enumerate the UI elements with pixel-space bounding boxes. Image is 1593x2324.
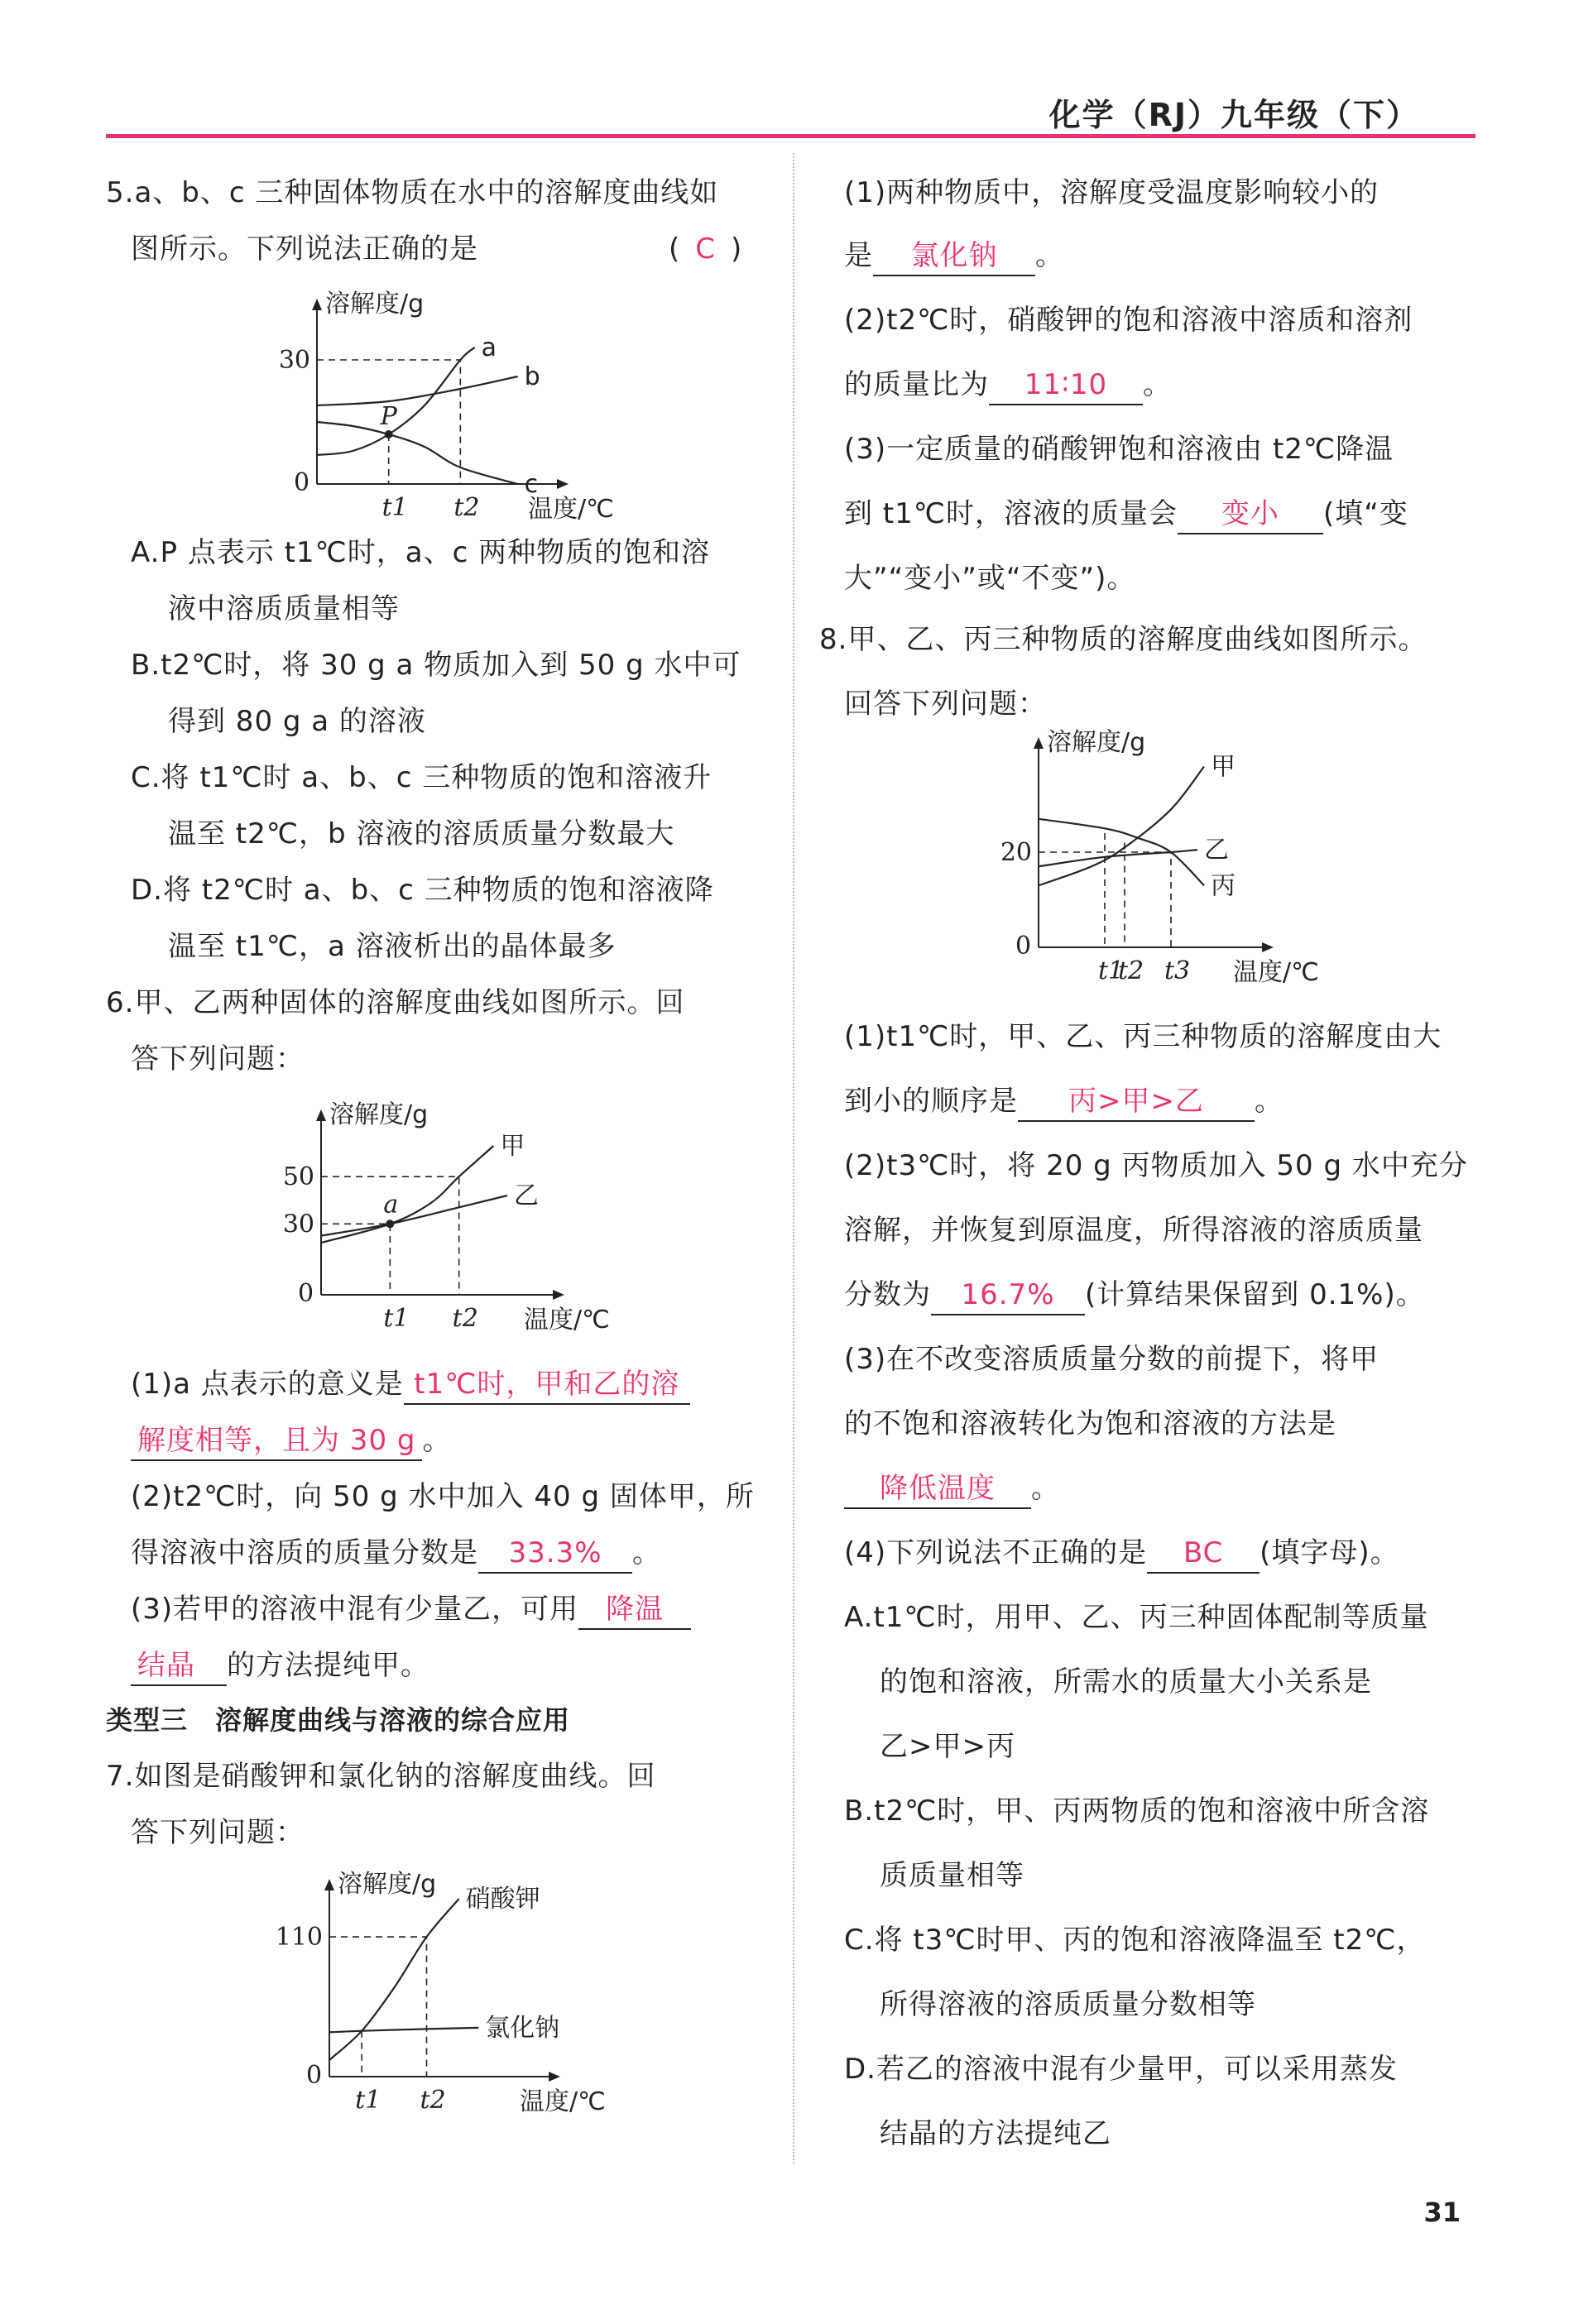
q8-sub4-prefix: (4)下列说法不正确的是 bbox=[844, 1536, 1148, 1569]
chart3-x-axis-label: 温度/℃ bbox=[1233, 958, 1319, 987]
q8-sub2-answer: 16.7% bbox=[931, 1276, 1085, 1315]
q8-option-b-line1: B.t2℃时，甲、丙两物质的饱和溶液中所含溶 bbox=[844, 1795, 1430, 1828]
chart3-x-tick-label-1: t2 bbox=[1118, 956, 1144, 985]
chart1-x-axis-arrow bbox=[553, 1290, 564, 1300]
chart0-series-2-label: c bbox=[524, 470, 539, 499]
q8-sub3-answer: 降低温度 bbox=[844, 1469, 1031, 1509]
chart0-x-tick-label-1: t2 bbox=[453, 493, 480, 522]
q8-sub1-prefix: 到小的顺序是 bbox=[844, 1085, 1018, 1118]
q7-sub3-suffix: (填“变 bbox=[1322, 497, 1408, 530]
q6-sub3-answer-part2: 结晶 bbox=[131, 1646, 227, 1686]
column-divider bbox=[793, 153, 795, 2163]
q6-sub1-suffix: 。 bbox=[422, 1424, 452, 1457]
q6-stem-line2: 答下列问题： bbox=[131, 1042, 305, 1076]
q5-answer-bracket: ( C ) bbox=[669, 232, 743, 266]
chart1-series-0-curve bbox=[321, 1146, 493, 1243]
q5-option-b-line1: B.t2℃时，将 30 g a 物质加入到 50 g 水中可 bbox=[131, 649, 741, 682]
q6-sub3-answer-part1: 降温 bbox=[578, 1590, 691, 1630]
chart2-y-axis-arrow bbox=[324, 1879, 334, 1890]
q5-stem-line1: 5.a、b、c 三种固体物质在水中的溶解度曲线如 bbox=[106, 176, 719, 209]
q7-sub1-prefix: 是 bbox=[844, 239, 873, 272]
q6-sub1-answer-part1: t1℃时，甲和乙的溶 bbox=[404, 1365, 690, 1405]
q6-sub2-answer: 33.3% bbox=[478, 1534, 632, 1574]
q8-sub2-line3 bbox=[844, 1276, 1425, 1315]
q8-option-b-line2: 质质量相等 bbox=[880, 1859, 1024, 1892]
q7-stem-line1: 7.如图是硝酸钾和氯化钠的溶解度曲线。回 bbox=[106, 1760, 656, 1793]
q7-sub1-suffix: 。 bbox=[1035, 239, 1064, 272]
q5-option-d-line2: 温至 t1℃，a 溶液析出的晶体最多 bbox=[168, 930, 617, 963]
q5-option-d-line1: D.将 t2℃时 a、b、c 三种物质的饱和溶液降 bbox=[131, 874, 714, 907]
q7-chart bbox=[275, 1870, 706, 2135]
section-heading-type3: 类型三 溶解度曲线与溶液的综合应用 bbox=[106, 1704, 571, 1736]
chart0-intersection-point bbox=[385, 430, 393, 438]
q8-sub4-answer: BC bbox=[1147, 1534, 1260, 1574]
q8-sub2-line1: (2)t3℃时，将 20 g 丙物质加入 50 g 水中充分 bbox=[844, 1149, 1468, 1182]
q8-sub2-line2: 溶解，并恢复到原温度，所得溶液的溶质质量 bbox=[844, 1214, 1423, 1247]
q5-answer: C bbox=[695, 232, 717, 266]
chart0-origin-label: 0 bbox=[294, 468, 310, 497]
q7-sub2-line2 bbox=[844, 366, 1172, 405]
q8-stem-line1: 8.甲、乙、丙三种物质的溶解度曲线如图所示。 bbox=[819, 623, 1427, 656]
chart1-series-1-label: 乙 bbox=[514, 1181, 539, 1210]
header-rule bbox=[106, 134, 1475, 138]
q5-option-a-line1: A.P 点表示 t1℃时，a、c 两种物质的饱和溶 bbox=[131, 536, 711, 569]
chart2-x-axis-label: 温度/℃ bbox=[520, 2087, 606, 2116]
chart1-y-axis-arrow bbox=[316, 1109, 326, 1121]
chart1-y-tick-label-0: 30 bbox=[282, 1210, 314, 1239]
chart1-x-tick-label-0: t1 bbox=[383, 1304, 410, 1333]
page-header-title: 化学（RJ）九年级（下） bbox=[1048, 97, 1419, 133]
chart2-x-tick-label-1: t2 bbox=[420, 2086, 446, 2115]
chart3-x-tick-label-2: t3 bbox=[1164, 956, 1191, 985]
q7-sub2-suffix: 。 bbox=[1143, 368, 1172, 401]
q8-stem-line2: 回答下列问题： bbox=[844, 688, 1047, 721]
q6-sub2-prefix: 得溶液中溶质的质量分数是 bbox=[131, 1536, 478, 1569]
chart3-guide-20 bbox=[1039, 852, 1171, 947]
chart2-series-1-curve bbox=[329, 2028, 478, 2032]
chart0-y-tick-label-0: 30 bbox=[278, 346, 310, 375]
chart1-origin-label: 0 bbox=[298, 1279, 314, 1308]
q7-sub2-answer: 11∶10 bbox=[989, 366, 1143, 405]
chart0-series-1-curve bbox=[317, 376, 518, 405]
q5-chart bbox=[271, 281, 702, 546]
chart3-x-tick-label-0: t1 bbox=[1098, 956, 1125, 985]
chart2-origin-label: 0 bbox=[306, 2061, 323, 2090]
q8-sub3-suffix: 。 bbox=[1031, 1472, 1060, 1505]
chart0-y-axis-label: 溶解度/g bbox=[325, 290, 425, 319]
chart2-x-tick-label-0: t1 bbox=[355, 2086, 381, 2115]
q7-sub3-line2 bbox=[844, 495, 1408, 534]
q8-chart bbox=[1000, 728, 1423, 1009]
chart1-series-1-curve bbox=[321, 1196, 507, 1236]
chart3-origin-label: 0 bbox=[1015, 932, 1032, 961]
q5-stem-line2: 图所示。下列说法正确的是 bbox=[131, 232, 478, 266]
q8-sub1-answer: 丙>甲>乙 bbox=[1018, 1082, 1255, 1122]
q6-stem-line1: 6.甲、乙两种固体的溶解度曲线如图所示。回 bbox=[106, 986, 685, 1019]
chart1-x-axis-label: 温度/℃ bbox=[524, 1306, 610, 1335]
q8-sub4-suffix: (填字母)。 bbox=[1260, 1536, 1399, 1569]
q6-sub3-line2 bbox=[131, 1646, 429, 1686]
chart0-x-tick-label-0: t1 bbox=[381, 493, 408, 522]
chart2-x-axis-arrow bbox=[549, 2072, 560, 2082]
q8-sub3-line1: (3)在不改变溶质质量分数的前提下，将甲 bbox=[844, 1343, 1379, 1376]
q6-sub1-line2 bbox=[131, 1421, 451, 1461]
q6-sub3-line1 bbox=[131, 1590, 691, 1630]
q8-option-c-line1: C.将 t3℃时甲、丙的饱和溶液降温至 t2℃， bbox=[844, 1924, 1426, 1957]
chart0-series-1-label: b bbox=[524, 362, 540, 391]
chart3-series-1-label: 乙 bbox=[1204, 836, 1229, 865]
q8-sub3-line3 bbox=[844, 1469, 1060, 1509]
chart3-y-axis-arrow bbox=[1034, 737, 1044, 749]
q6-chart bbox=[284, 1092, 698, 1340]
q6-sub3-suffix: 的方法提纯甲。 bbox=[227, 1649, 429, 1682]
chart3-y-tick-label-0: 20 bbox=[1000, 838, 1032, 867]
chart0-y-axis-arrow bbox=[312, 299, 322, 310]
chart1-x-tick-label-1: t2 bbox=[452, 1304, 478, 1333]
chart2-y-axis-label: 溶解度/g bbox=[338, 1870, 437, 1899]
q8-sub1-line1: (1)t1℃时，甲、乙、丙三种物质的溶解度由大 bbox=[844, 1020, 1442, 1053]
q6-sub2-line2 bbox=[131, 1534, 661, 1574]
q8-sub1-suffix: 。 bbox=[1255, 1085, 1284, 1118]
chart1-y-tick-label-1: 50 bbox=[282, 1162, 314, 1192]
chart1-intersection-point bbox=[386, 1220, 394, 1228]
q7-stem-line2: 答下列问题： bbox=[131, 1816, 305, 1849]
q8-option-c-line2: 所得溶液的溶质质量分数相等 bbox=[880, 1988, 1256, 2021]
q8-option-a-line2: 的饱和溶液，所需水的质量大小关系是 bbox=[880, 1665, 1372, 1699]
q8-option-d-line2: 结晶的方法提纯乙 bbox=[880, 2117, 1111, 2150]
q8-option-a-line3: 乙>甲>丙 bbox=[880, 1730, 1015, 1763]
q6-sub1-prefix: (1)a 点表示的意义是 bbox=[131, 1368, 404, 1401]
q8-sub1-line2 bbox=[844, 1082, 1284, 1122]
q6-sub2-line1: (2)t2℃时，向 50 g 水中加入 40 g 固体甲，所 bbox=[131, 1480, 755, 1513]
chart3-series-0-label: 甲 bbox=[1211, 752, 1236, 782]
q7-sub3-line3: 大”“变小”或“不变”)。 bbox=[844, 562, 1136, 595]
chart0-x-axis-arrow bbox=[557, 479, 569, 489]
q7-sub1-line1: (1)两种物质中，溶解度受温度影响较小的 bbox=[844, 176, 1379, 209]
q7-sub2-prefix: 的质量比为 bbox=[844, 368, 989, 401]
q5-option-b-line2: 得到 80 g a 的溶液 bbox=[168, 705, 426, 738]
chart3-y-axis-label: 溶解度/g bbox=[1047, 728, 1146, 757]
q7-sub3-prefix: 到 t1℃时，溶液的质量会 bbox=[844, 497, 1178, 530]
q6-sub1-line1 bbox=[131, 1365, 690, 1405]
chart3-series-0-curve bbox=[1039, 767, 1204, 886]
q7-sub2-line1: (2)t2℃时，硝酸钾的饱和溶液中溶质和溶剂 bbox=[844, 304, 1413, 337]
q7-sub1-line2 bbox=[844, 237, 1064, 276]
chart2-series-0-curve bbox=[329, 1899, 459, 2060]
q8-sub3-line2: 的不饱和溶液转化为饱和溶液的方法是 bbox=[844, 1407, 1336, 1440]
q8-option-d-line1: D.若乙的溶液中混有少量甲，可以采用蒸发 bbox=[844, 2053, 1398, 2086]
chart2-series-1-label: 氯化钠 bbox=[485, 2013, 560, 2043]
chart1-point-label: a bbox=[383, 1190, 399, 1220]
q7-sub3-line1: (3)一定质量的硝酸钾饱和溶液由 t2℃降温 bbox=[844, 433, 1394, 466]
q8-sub2-prefix: 分数为 bbox=[844, 1278, 931, 1311]
q6-sub1-answer-part2: 解度相等，且为 30 g bbox=[131, 1421, 422, 1461]
chart0-x-axis-label: 温度/℃ bbox=[528, 495, 614, 524]
chart3-x-axis-arrow bbox=[1262, 942, 1274, 952]
chart1-series-0-label: 甲 bbox=[500, 1132, 525, 1161]
q5-option-c-line1: C.将 t1℃时 a、b、c 三种物质的饱和溶液升 bbox=[131, 761, 713, 794]
q7-sub3-answer: 变小 bbox=[1178, 495, 1323, 534]
q8-sub2-suffix: (计算结果保留到 0.1%)。 bbox=[1085, 1278, 1425, 1311]
q5-option-c-line2: 温至 t2℃，b 溶液的溶质质量分数最大 bbox=[168, 817, 675, 851]
page-number: 31 bbox=[1423, 2197, 1461, 2228]
chart2-series-0-label: 硝酸钾 bbox=[465, 1885, 540, 1914]
q8-sub4-line1 bbox=[844, 1534, 1399, 1574]
chart0-point-label: P bbox=[380, 402, 397, 431]
q5-option-a-line2: 液中溶质质量相等 bbox=[168, 592, 400, 625]
q8-option-a-line1: A.t1℃时，用甲、乙、丙三种固体配制等质量 bbox=[844, 1601, 1429, 1634]
q6-sub2-suffix: 。 bbox=[632, 1536, 661, 1569]
q7-sub1-answer: 氯化钠 bbox=[873, 237, 1035, 276]
chart0-series-0-label: a bbox=[481, 333, 497, 362]
chart2-y-tick-label-0: 110 bbox=[275, 1923, 323, 1953]
chart3-series-2-label: 丙 bbox=[1211, 871, 1236, 901]
chart1-y-axis-label: 溶解度/g bbox=[329, 1100, 429, 1129]
q6-sub3-prefix: (3)若甲的溶液中混有少量乙，可用 bbox=[131, 1593, 579, 1626]
